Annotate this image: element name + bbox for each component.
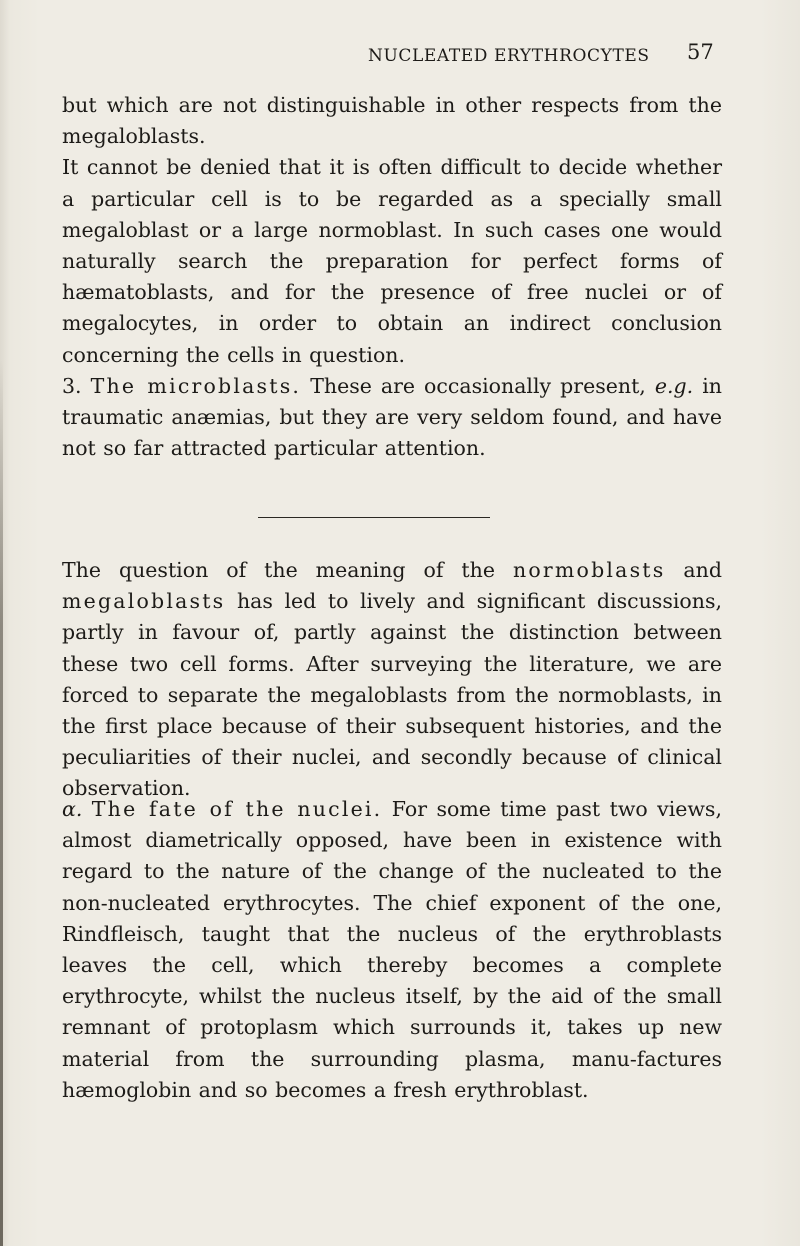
question-text-c: has led to lively and significant discussions, partly in favour of, partly against the distinction between these two cell forms. After surveying the literature, we are forced to separate the megaloblasts from the normoblasts, in the first place because of their subsequent histories, and the peculiarities of their nuclei, and secondly because of clinical observation. (62, 589, 722, 801)
item-number: 3. (62, 373, 82, 398)
section-fate-of-nuclei (62, 794, 722, 1106)
paragraph-question (62, 555, 722, 805)
microblasts-text-b: in traumatic anæmias, but they are very seldom found, and have not so far attracted particular attention. (62, 373, 722, 461)
section-divider-rule (258, 517, 490, 518)
paragraph-fate (62, 794, 722, 1106)
paragraph-microblasts (62, 371, 722, 465)
subsection-label: α. (62, 797, 83, 821)
page-gutter-shadow (0, 360, 3, 1246)
term-megaloblasts: megaloblasts (62, 589, 226, 614)
page-number: 57 (687, 40, 714, 64)
question-text-b: and (683, 558, 722, 582)
paragraph-difficulty-text: It cannot be denied that it is often difficult to decide whether a particular cell is to be regarded as a specially small megaloblast or a large normoblast. In such cases one would naturally search the preparation for perfect forms of hæmatoblasts, and for the presence of free nuclei or of megalocytes, in order to obtain an indirect conclusion concerning the cells in question. (62, 155, 722, 367)
paragraph-difficulty (62, 152, 722, 370)
term-normoblasts: normoblasts (512, 558, 666, 582)
microblasts-text-a: These are occasionally present, (310, 373, 646, 398)
section-megaloblasts-continued (62, 90, 722, 464)
section-question (62, 555, 722, 805)
term-fate-of-nuclei: The fate of the nuclei. (91, 797, 383, 821)
eg-abbrev: e.g. (654, 373, 694, 398)
term-microblasts: The microblasts. (90, 373, 302, 398)
fate-text: For some time past two views, almost diametrically opposed, have been in existence with regard to the nature of the change of the nucleated to the non-nucleated erythrocytes. The chief exponent of the one, Rindfleisch, taught that the nucleus of the erythroblasts leaves the cell, which thereby becomes a complete erythrocyte, whilst the nucleus itself, by the aid of the small remnant of protoplasm which surrounds it, takes up new material from the surrounding plasma, manu-factures hæmoglobin and so becomes a fresh erythroblast. (62, 797, 722, 1102)
paragraph-continuation: but which are not distinguishable in other respects from the megaloblasts. (62, 93, 722, 149)
running-header: NUCLEATED ERYTHROCYTES (368, 46, 650, 66)
question-text-a: The question of the meaning of the (62, 558, 495, 582)
